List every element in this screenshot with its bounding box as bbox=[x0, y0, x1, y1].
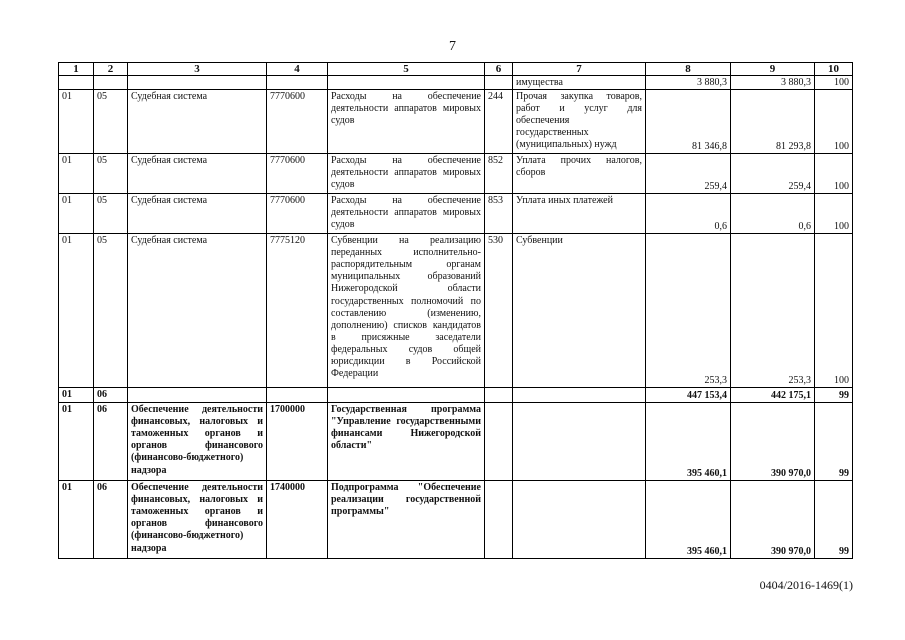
planned-amount-cell: 253,3 bbox=[646, 234, 731, 388]
section-name-cell: Судебная система bbox=[128, 234, 267, 388]
header-cell: 3 bbox=[128, 63, 267, 76]
expense-type-name-cell bbox=[513, 481, 646, 559]
target-article-cell: 7770600 bbox=[267, 194, 328, 234]
target-article-cell: 7770600 bbox=[267, 90, 328, 154]
table-row bbox=[59, 388, 853, 403]
executed-amount-cell: 3 880,3 bbox=[731, 76, 815, 90]
table-row bbox=[59, 194, 853, 234]
budget-execution-table bbox=[58, 62, 853, 559]
header-cell: 4 bbox=[267, 63, 328, 76]
expense-type-name-cell: имущества bbox=[513, 76, 646, 90]
section-code-cell bbox=[59, 76, 94, 90]
subsection-code-cell: 06 bbox=[94, 481, 128, 559]
target-article-name-cell: Расходы на обеспечение деятельности аппаратов мировых судов bbox=[328, 154, 485, 194]
target-article-cell bbox=[267, 76, 328, 90]
expense-type-name-cell: Прочая закупка товаров, работ и услуг для обеспечения государственных (муниципальных) нужд bbox=[513, 90, 646, 154]
target-article-name-cell: Подпрограмма "Обеспечение реализации государственной программы" bbox=[328, 481, 485, 559]
section-name-cell: Судебная система bbox=[128, 154, 267, 194]
document-code: 0404/2016-1469(1) bbox=[759, 578, 853, 592]
header-cell: 1 bbox=[59, 63, 94, 76]
header-cell: 7 bbox=[513, 63, 646, 76]
execution-percent-cell: 100 bbox=[815, 234, 853, 388]
expense-type-name-cell bbox=[513, 403, 646, 481]
expense-type-name-cell bbox=[513, 388, 646, 403]
target-article-name-cell bbox=[328, 388, 485, 403]
subsection-code-cell: 05 bbox=[94, 90, 128, 154]
section-name-cell: Судебная система bbox=[128, 194, 267, 234]
expense-type-cell: 852 bbox=[485, 154, 513, 194]
section-code-cell: 01 bbox=[59, 388, 94, 403]
executed-amount-cell: 253,3 bbox=[731, 234, 815, 388]
table-row bbox=[59, 90, 853, 154]
header-row bbox=[59, 63, 853, 76]
target-article-cell: 1740000 bbox=[267, 481, 328, 559]
expense-type-cell: 853 bbox=[485, 194, 513, 234]
section-code-cell: 01 bbox=[59, 234, 94, 388]
executed-amount-cell: 259,4 bbox=[731, 154, 815, 194]
planned-amount-cell: 447 153,4 bbox=[646, 388, 731, 403]
execution-percent-cell: 100 bbox=[815, 90, 853, 154]
table-row bbox=[59, 76, 853, 90]
header-cell: 5 bbox=[328, 63, 485, 76]
target-article-name-cell bbox=[328, 76, 485, 90]
page-number: 7 bbox=[449, 39, 456, 54]
header-cell: 10 bbox=[815, 63, 853, 76]
header-cell: 8 bbox=[646, 63, 731, 76]
header-cell: 2 bbox=[94, 63, 128, 76]
expense-type-cell: 530 bbox=[485, 234, 513, 388]
planned-amount-cell: 395 460,1 bbox=[646, 481, 731, 559]
subsection-code-cell: 06 bbox=[94, 403, 128, 481]
section-code-cell: 01 bbox=[59, 90, 94, 154]
section-name-cell: Обеспечение деятельности финансовых, налоговых и таможенных органов и органов финансового (финансово-бюджетного) надзора bbox=[128, 403, 267, 481]
header-cell: 6 bbox=[485, 63, 513, 76]
target-article-cell: 7775120 bbox=[267, 234, 328, 388]
executed-amount-cell: 390 970,0 bbox=[731, 403, 815, 481]
target-article-cell bbox=[267, 388, 328, 403]
expense-type-cell bbox=[485, 403, 513, 481]
section-code-cell: 01 bbox=[59, 154, 94, 194]
execution-percent-cell: 99 bbox=[815, 481, 853, 559]
subsection-code-cell bbox=[94, 76, 128, 90]
expense-type-cell: 244 bbox=[485, 90, 513, 154]
target-article-name-cell: Расходы на обеспечение деятельности аппаратов мировых судов bbox=[328, 90, 485, 154]
header-cell: 9 bbox=[731, 63, 815, 76]
expense-type-name-cell: Уплата прочих налогов, сборов bbox=[513, 154, 646, 194]
planned-amount-cell: 0,6 bbox=[646, 194, 731, 234]
section-name-cell: Обеспечение деятельности финансовых, налоговых и таможенных органов и органов финансового (финансово-бюджетного) надзора bbox=[128, 481, 267, 559]
expense-type-name-cell: Уплата иных платежей bbox=[513, 194, 646, 234]
expense-type-cell bbox=[485, 481, 513, 559]
subsection-code-cell: 05 bbox=[94, 234, 128, 388]
executed-amount-cell: 442 175,1 bbox=[731, 388, 815, 403]
expense-type-cell bbox=[485, 388, 513, 403]
execution-percent-cell: 99 bbox=[815, 403, 853, 481]
planned-amount-cell: 81 346,8 bbox=[646, 90, 731, 154]
table-row bbox=[59, 154, 853, 194]
target-article-name-cell: Государственная программа "Управление государственными финансами Нижегородской области" bbox=[328, 403, 485, 481]
execution-percent-cell: 99 bbox=[815, 388, 853, 403]
execution-percent-cell: 100 bbox=[815, 76, 853, 90]
planned-amount-cell: 259,4 bbox=[646, 154, 731, 194]
section-code-cell: 01 bbox=[59, 481, 94, 559]
planned-amount-cell: 395 460,1 bbox=[646, 403, 731, 481]
section-name-cell: Судебная система bbox=[128, 90, 267, 154]
executed-amount-cell: 0,6 bbox=[731, 194, 815, 234]
section-name-cell bbox=[128, 76, 267, 90]
target-article-name-cell: Расходы на обеспечение деятельности аппаратов мировых судов bbox=[328, 194, 485, 234]
table-row bbox=[59, 481, 853, 559]
target-article-name-cell: Субвенции на реализацию переданных исполнительно-распорядительным органам муниципальных образований Нижегородской области государственных полномочий по составлению (изменению, дополнению) списков кандидатов в присяжные заседатели федеральных судов общей юрисдикции в Российской Федерации bbox=[328, 234, 485, 388]
table-row bbox=[59, 403, 853, 481]
subsection-code-cell: 05 bbox=[94, 194, 128, 234]
executed-amount-cell: 390 970,0 bbox=[731, 481, 815, 559]
execution-percent-cell: 100 bbox=[815, 154, 853, 194]
expense-type-name-cell: Субвенции bbox=[513, 234, 646, 388]
subsection-code-cell: 06 bbox=[94, 388, 128, 403]
planned-amount-cell: 3 880,3 bbox=[646, 76, 731, 90]
target-article-cell: 7770600 bbox=[267, 154, 328, 194]
execution-percent-cell: 100 bbox=[815, 194, 853, 234]
target-article-cell: 1700000 bbox=[267, 403, 328, 481]
executed-amount-cell: 81 293,8 bbox=[731, 90, 815, 154]
expense-type-cell bbox=[485, 76, 513, 90]
section-name-cell bbox=[128, 388, 267, 403]
table-row bbox=[59, 234, 853, 388]
subsection-code-cell: 05 bbox=[94, 154, 128, 194]
section-code-cell: 01 bbox=[59, 194, 94, 234]
section-code-cell: 01 bbox=[59, 403, 94, 481]
